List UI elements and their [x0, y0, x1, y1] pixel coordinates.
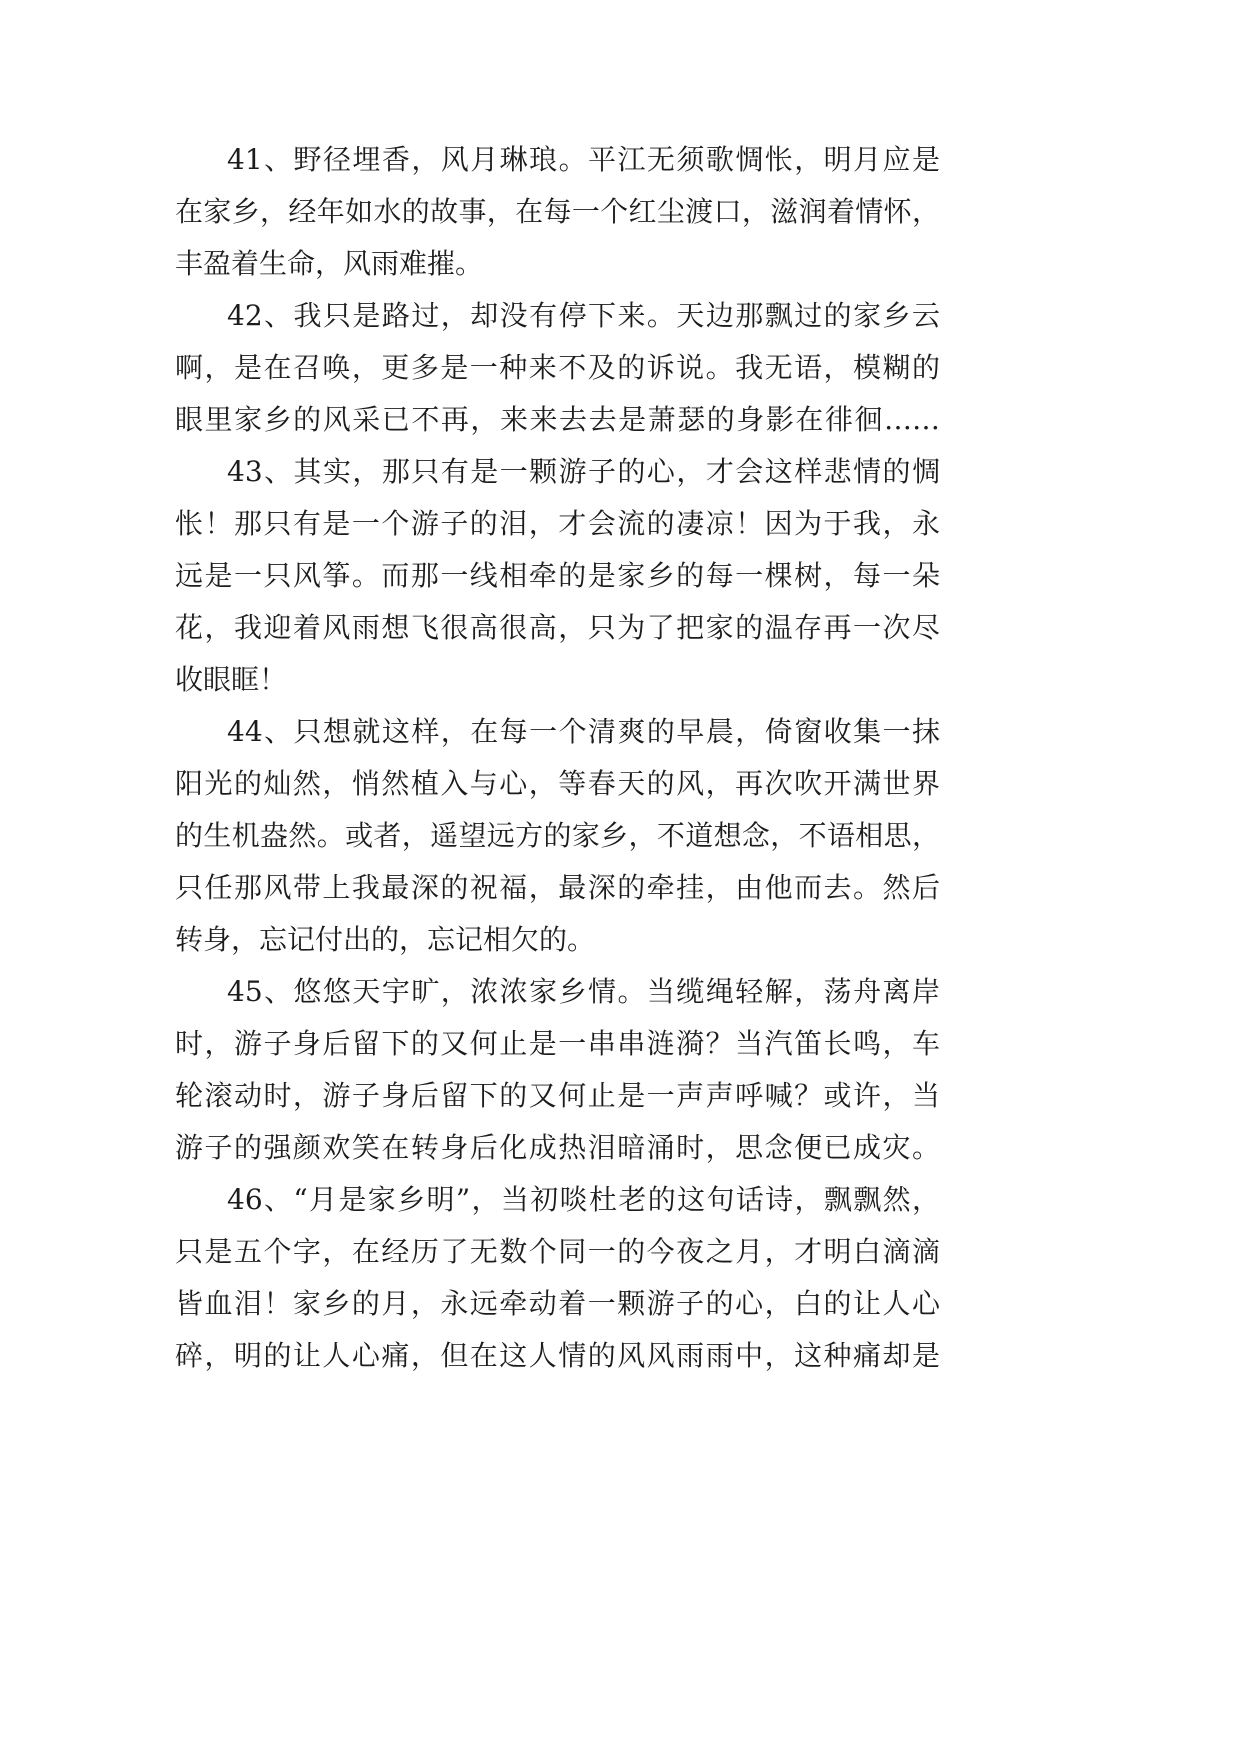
paragraph-46 [175, 1174, 940, 1382]
text-line: 远是一只风筝。而那一线相牵的是家乡的每一棵树，每一朵 [175, 559, 940, 592]
text-line: 收眼眶！ [175, 663, 288, 696]
paragraph-43 [175, 446, 940, 706]
text-line: 轮滚动时，游子身后留下的又何止是一声声呼喊？或许，当 [175, 1079, 940, 1112]
paragraph-44 [175, 706, 940, 966]
document-body [175, 134, 940, 1382]
text-line: 阳光的灿然，悄然植入与心，等春天的风，再次吹开满世界 [175, 767, 940, 800]
text-line: 时，游子身后留下的又何止是一串串涟漪？当汽笛长鸣，车 [175, 1027, 940, 1060]
text-line: 在家乡，经年如水的故事，在每一个红尘渡口，滋润着情怀， [175, 195, 940, 228]
text-line: 46、“月是家乡明”，当初啖杜老的这句话诗，飘飘然， [227, 1183, 940, 1216]
text-line: 眼里家乡的风采已不再，来来去去是萧瑟的身影在徘徊…… [175, 403, 940, 436]
text-line: 皆血泪！家乡的月，永远牵动着一颗游子的心，白的让人心 [175, 1287, 940, 1320]
text-line: 碎，明的让人心痛，但在这人情的风风雨雨中，这种痛却是 [175, 1339, 940, 1372]
text-line: 花，我迎着风雨想飞很高很高，只为了把家的温存再一次尽 [175, 611, 940, 644]
text-line: 44、只想就这样，在每一个清爽的早晨，倚窗收集一抹 [227, 715, 940, 748]
text-line: 啊，是在召唤，更多是一种来不及的诉说。我无语，模糊的 [175, 351, 940, 384]
text-line: 游子的强颜欢笑在转身后化成热泪暗涌时，思念便已成灾。 [175, 1131, 940, 1164]
text-line: 42、我只是路过，却没有停下来。天边那飘过的家乡云 [227, 299, 940, 332]
text-line: 丰盈着生命，风雨难摧。 [175, 247, 484, 280]
paragraph-45 [175, 966, 940, 1174]
text-line: 45、悠悠天宇旷，浓浓家乡情。当缆绳轻解，荡舟离岸 [227, 975, 940, 1008]
text-line: 只是五个字，在经历了无数个同一的今夜之月，才明白滴滴 [175, 1235, 940, 1268]
text-line: 43、其实，那只有是一颗游子的心，才会这样悲情的惆 [227, 455, 940, 488]
paragraph-41 [175, 134, 940, 290]
text-line: 怅！那只有是一个游子的泪，才会流的凄凉！因为于我，永 [175, 507, 940, 540]
paragraph-42 [175, 290, 940, 446]
text-line: 只任那风带上我最深的祝福，最深的牵挂，由他而去。然后 [175, 871, 940, 904]
text-line: 41、野径埋香，风月琳琅。平江无须歌惆怅，明月应是 [227, 143, 940, 176]
text-line: 转身，忘记付出的，忘记相欠的。 [175, 923, 596, 956]
text-line: 的生机盎然。或者，遥望远方的家乡，不道想念，不语相思， [175, 819, 940, 852]
